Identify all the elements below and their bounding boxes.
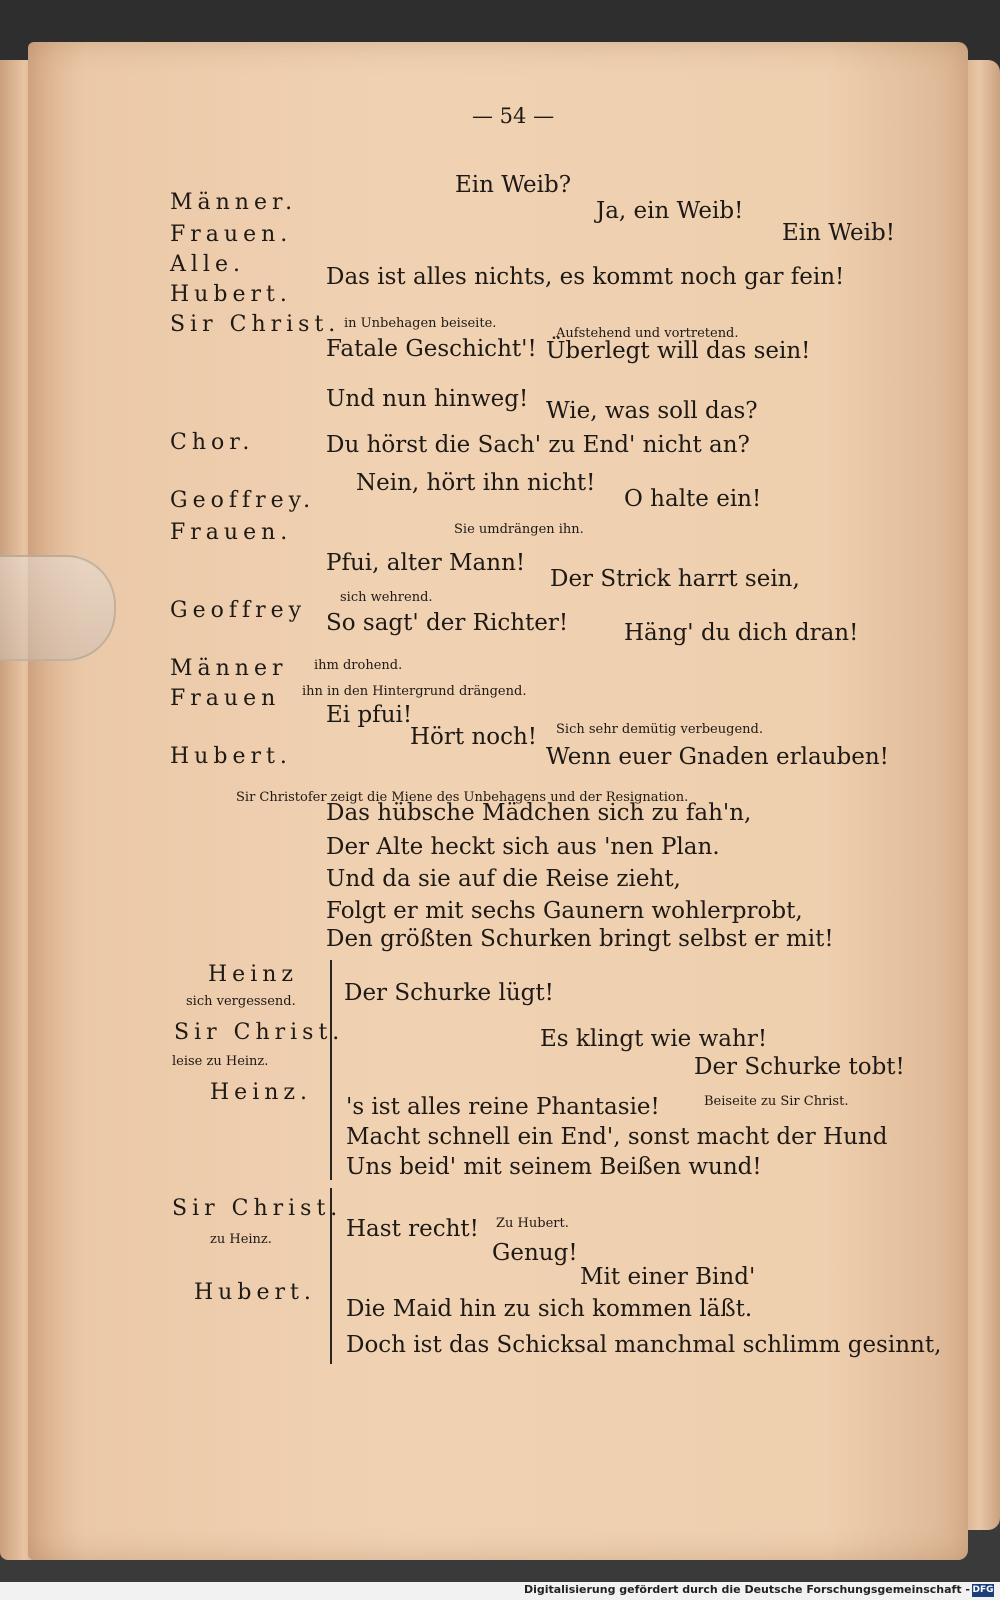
speaker-label: Hubert. [194,1280,316,1305]
stage-direction: Zu Hubert. [496,1216,569,1231]
text-line: Doch ist das Schicksal manchmal schlimm gesinnt, [346,1332,942,1358]
text-line: 's ist alles reine Phantasie! [346,1094,660,1120]
text-line: Nein, hört ihn nicht! [356,470,596,496]
speaker-label: Männer [170,656,288,681]
speaker-label: Frauen. [170,520,293,545]
dialogue-bracket [330,960,332,1180]
stage-direction: Aufstehend und vortretend. [556,326,739,341]
text-line: Wie, was soll das? [546,398,758,424]
speaker-label: Männer. [170,190,298,215]
stage-direction: Beiseite zu Sir Christ. [704,1094,849,1109]
text-line: Macht schnell ein End', sonst macht der Hund [346,1124,888,1150]
text-line: Wenn euer Gnaden erlauben! [546,744,889,770]
speaker-label: Heinz. [210,1080,312,1105]
text-line: Der Alte heckt sich aus 'nen Plan. [326,834,720,860]
stage-direction: Sich sehr demütig verbeugend. [556,722,763,737]
text-line: Ein Weib! [782,220,895,246]
stage-direction: leise zu Heinz. [172,1054,269,1069]
text-line: Der Schurke lügt! [344,980,554,1006]
text-line: Mit einer Bind' [580,1264,756,1290]
speaker-label: Heinz [208,962,299,987]
text-line: Ei pfui! [326,702,413,728]
speaker-label: Alle. [170,252,245,277]
digitization-credit: Digitalisierung gefördert durch die Deutsche Forschungsgemeinschaft - [523,1583,970,1596]
speaker-label: Hubert. [170,744,292,769]
text-line: Hört noch! [410,724,538,750]
text-line: Häng' du dich dran! [624,620,859,646]
speaker-label: Geoffrey [170,598,307,623]
text-line: Pfui, alter Mann! [326,550,526,576]
text-line: Der Schurke tobt! [694,1054,905,1080]
stage-direction: in Unbehagen beiseite. [344,316,497,331]
text-line: Fatale Geschicht'! [326,336,537,362]
stage-direction: Sie umdrängen ihn. [454,522,584,537]
text-line: Und nun hinweg! [326,386,529,412]
text-line: Es klingt wie wahr! [540,1026,768,1052]
speaker-label: Sir Christ. [172,1196,343,1221]
text-line: Den größten Schurken bringt selbst er mit! [326,926,834,952]
text-line: Das ist alles nichts, es kommt noch gar fein! [326,264,845,290]
stage-direction: ihm drohend. [314,658,403,673]
speaker-label: Frauen [170,686,281,711]
text-line: Genug! [492,1240,578,1266]
text-line: O halte ein! [624,486,762,512]
page-number: — 54 — [472,104,555,128]
stage-direction: zu Heinz. [210,1232,272,1247]
stage-direction: Sir Christofer zeigt die Miene des Unbehagens und der Resignation. [236,790,689,805]
speaker-label: Frauen. [170,222,293,247]
text-line: Ein Weib? [455,172,572,198]
text-line: Überlegt will das sein! [546,338,811,364]
speaker-label: Chor. [170,430,255,455]
text-line: Folgt er mit sechs Gaunern wohlerprobt, [326,898,803,924]
text-line: Das hübsche Mädchen sich zu fah'n, [326,800,752,826]
speaker-label: Hubert. [170,282,292,307]
speaker-label: Sir Christ. [174,1020,345,1045]
page-clip-tab [0,555,116,661]
text-line: So sagt' der Richter! [326,610,569,636]
text-line: Hast recht! [346,1216,479,1242]
text-line: Der Strick harrt sein, [550,566,800,592]
text-line: Und da sie auf die Reise zieht, [326,866,681,892]
text-line: Ja, ein Weib! [596,198,744,224]
text-line: Uns beid' mit seinem Beißen wund! [346,1154,762,1180]
dfg-logo: DFG [972,1585,994,1595]
text-line: Du hörst die Sach' zu End' nicht an? [326,432,750,458]
stage-direction: sich vergessend. [186,994,296,1009]
stage-direction: ihn in den Hintergrund drängend. [302,684,527,699]
speaker-label: Geoffrey. [170,488,316,513]
text-line: Die Maid hin zu sich kommen läßt. [346,1296,753,1322]
stage-direction: sich wehrend. [340,590,433,605]
speaker-label: Sir Christ. [170,312,341,337]
